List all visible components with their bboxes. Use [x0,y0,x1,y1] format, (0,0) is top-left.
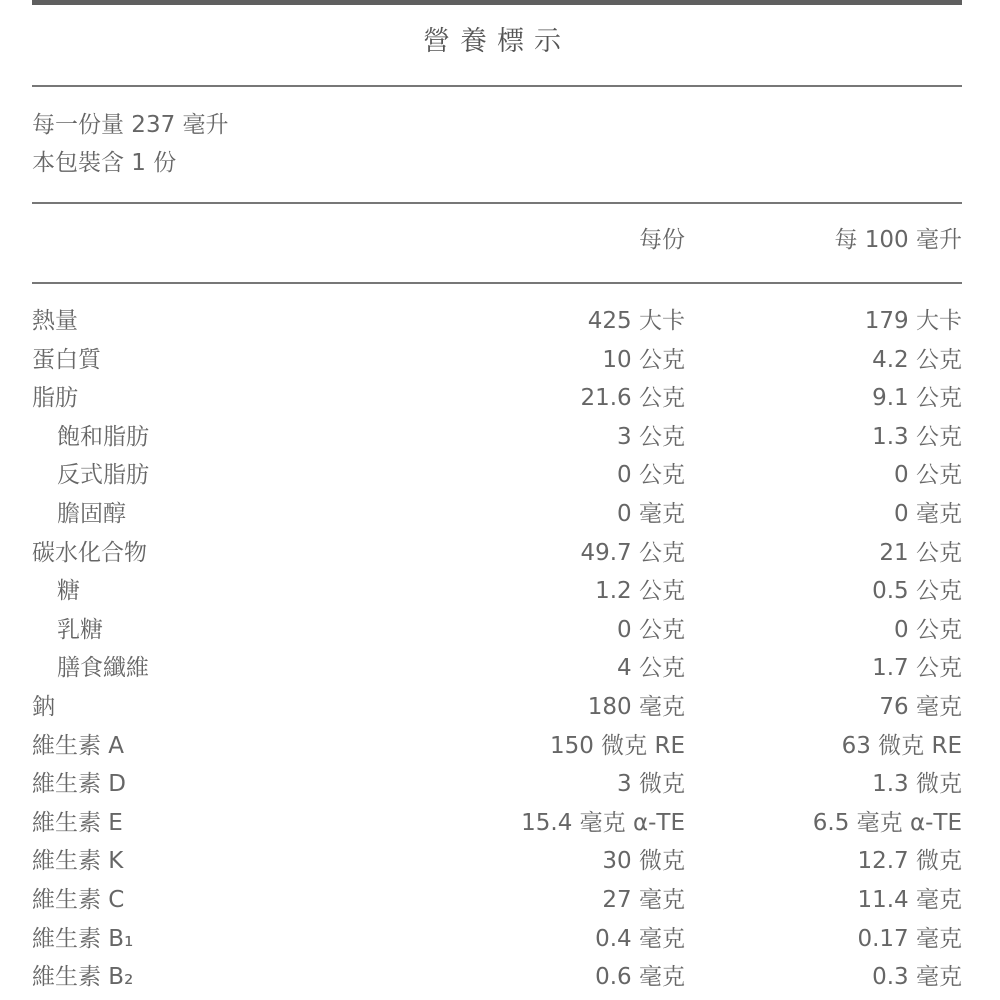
value-per-serving: 0.6 毫克 [595,964,685,991]
nutrient-name: 熱量 [32,308,78,334]
nutrient-row [32,379,962,417]
nutrient-name: 乳糖 [57,616,103,643]
nutrient-name: 膳食纖維 [57,655,149,682]
nutrient-name: 維生素 C [32,887,125,913]
value-per-serving: 3 公克 [617,423,685,450]
nutrient-name: 維生素 B₁ [32,925,134,952]
value-per-100ml: 0.5 公克 [872,578,962,605]
nutrient-name: 反式脂肪 [57,462,149,489]
value-per-100ml: 9.1 公克 [872,385,962,412]
nutrient-name: 蛋白質 [32,346,101,373]
value-per-100ml: 21 公克 [879,539,962,566]
nutrient-name: 鈉 [32,694,55,720]
value-per-100ml: 0 公克 [894,462,962,489]
divider-title [32,85,962,87]
nutrient-name: 維生素 B₂ [32,964,134,991]
nutrient-row [32,688,962,726]
value-per-100ml: 11.4 毫克 [857,887,962,913]
nutrient-row [32,495,962,533]
value-per-serving: 21.6 公克 [580,385,685,412]
value-per-serving: 0 公克 [617,616,685,643]
divider-header [32,282,962,284]
value-per-serving: 30 微克 [602,848,685,875]
nutrient-name: 碳水化合物 [32,539,147,566]
value-per-100ml: 0.17 毫克 [857,925,962,952]
nutrient-name: 飽和脂肪 [57,423,149,450]
nutrient-row [32,649,962,687]
nutrient-name: 維生素 A [32,732,125,759]
value-per-serving: 1.2 公克 [595,578,685,605]
nutrient-name: 維生素 E [32,809,123,836]
value-per-serving: 15.4 毫克 α-TE [521,809,685,836]
value-per-serving: 425 大卡 [587,308,685,334]
value-per-100ml: 63 微克 RE [841,732,962,759]
value-per-serving: 27 毫克 [602,887,685,913]
value-per-100ml: 6.5 毫克 α-TE [812,809,962,836]
value-per-100ml: 4.2 公克 [872,346,962,373]
value-per-100ml: 76 毫克 [879,694,962,720]
serving-size: 每一份量 237 毫升 [32,112,229,138]
column-header-per-serving: 每份 [639,227,685,253]
nutrient-row [32,302,962,340]
value-per-100ml: 1.3 公克 [872,423,962,450]
nutrient-row [32,804,962,842]
value-per-100ml: 1.3 微克 [872,771,962,798]
top-bar [32,0,962,5]
value-per-serving: 3 微克 [617,771,685,798]
nutrient-name: 脂肪 [32,385,78,412]
nutrient-row [32,456,962,494]
label-title: 營養標示 [423,26,571,57]
value-per-100ml: 12.7 微克 [857,848,962,875]
value-per-serving: 0.4 毫克 [595,925,685,952]
servings-per-package: 本包裝含 1 份 [32,150,177,176]
value-per-100ml: 179 大卡 [864,308,962,334]
value-per-serving: 0 公克 [617,462,685,489]
nutrient-row [32,958,962,996]
nutrient-name: 維生素 D [32,771,127,798]
nutrient-row [32,727,962,765]
nutrition-label [32,0,962,1000]
nutrient-row [32,534,962,572]
value-per-serving: 49.7 公克 [580,539,685,566]
nutrient-row [32,920,962,958]
value-per-100ml: 0 公克 [894,616,962,643]
column-header-per-100ml: 每 100 毫升 [834,227,962,253]
nutrient-row [32,418,962,456]
value-per-serving: 0 毫克 [617,501,685,527]
value-per-serving: 4 公克 [617,655,685,682]
nutrient-row [32,842,962,880]
nutrient-row [32,765,962,803]
divider-serving [32,202,962,204]
nutrient-row [32,881,962,919]
value-per-100ml: 0.3 毫克 [872,964,962,991]
nutrient-row [32,611,962,649]
value-per-serving: 150 微克 RE [549,732,685,759]
value-per-100ml: 0 毫克 [894,501,962,527]
value-per-serving: 10 公克 [602,346,685,373]
nutrient-row [32,572,962,610]
nutrient-name: 膽固醇 [57,501,126,527]
value-per-serving: 180 毫克 [587,694,685,720]
value-per-100ml: 1.7 公克 [872,655,962,682]
nutrient-name: 維生素 K [32,848,124,875]
nutrient-row [32,341,962,379]
nutrient-name: 糖 [57,578,80,605]
